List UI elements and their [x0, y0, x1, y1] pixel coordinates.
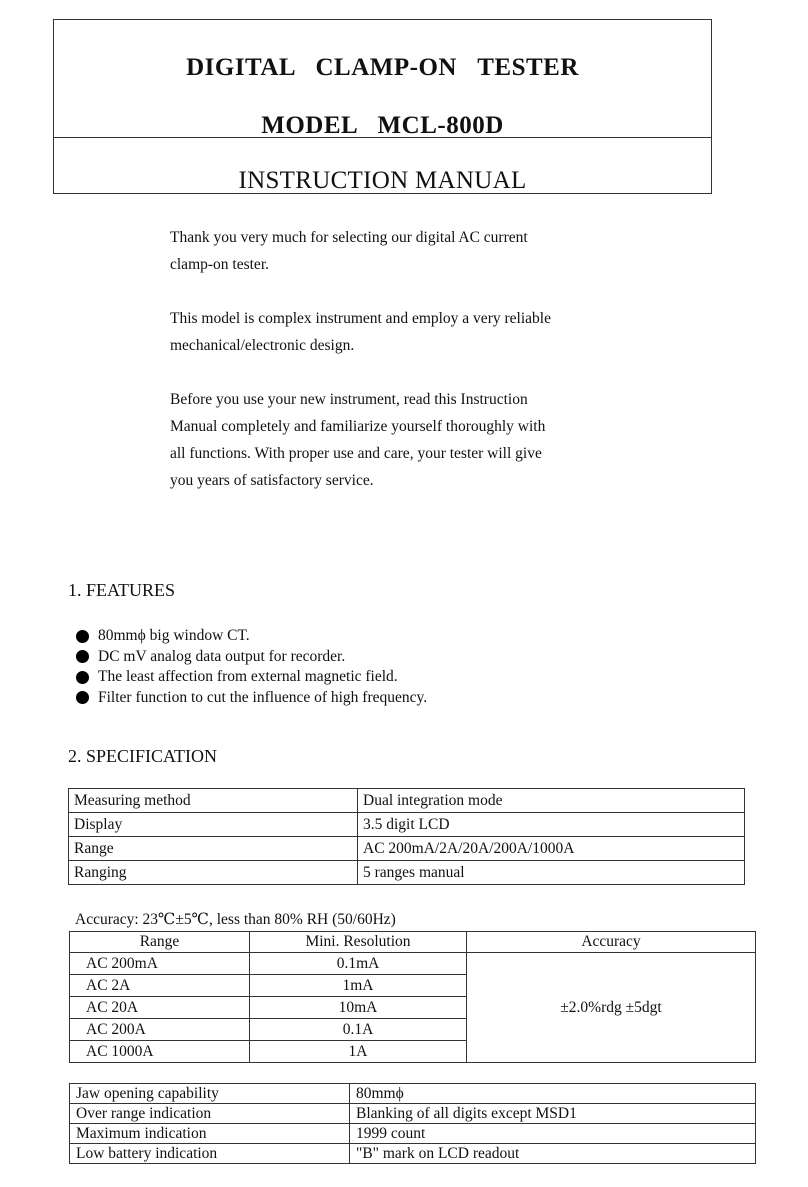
feature-text: 80mmϕ big window CT. [98, 627, 250, 644]
spec-label: Display [69, 813, 358, 837]
table-row [70, 953, 756, 975]
spec-value: 5 ranges manual [358, 861, 745, 885]
resolution-cell: 1A [250, 1041, 467, 1063]
spec-label: Ranging [69, 861, 358, 885]
range-cell: AC 2A [70, 975, 250, 997]
table-row [69, 861, 745, 885]
feature-text: DC mV analog data output for recorder. [98, 647, 346, 665]
intro-paragraph-3 [170, 386, 640, 494]
feature-text: Filter function to cut the influence of high frequency. [98, 688, 428, 706]
range-cell: AC 200mA [70, 953, 250, 975]
resolution-cell: 10mA [250, 997, 467, 1019]
intro-line: you years of satisfactory service. [170, 472, 374, 489]
spec-value: Dual integration mode [358, 789, 745, 813]
spec-table [68, 788, 745, 885]
features-heading: 1. FEATURES [68, 580, 176, 600]
list-item [76, 688, 427, 709]
intro-paragraph-1 [170, 224, 640, 278]
intro-line: Manual completely and familiarize yourself thoroughly with [170, 418, 546, 435]
manual-title: INSTRUCTION MANUAL [238, 167, 527, 194]
intro-line: mechanical/electronic design. [170, 337, 355, 354]
spec-label: Over range indication [70, 1104, 350, 1124]
range-cell: AC 200A [70, 1019, 250, 1041]
intro-paragraph-2 [170, 305, 640, 359]
intro-line: Before you use your new instrument, read this Instruction [170, 391, 528, 408]
feature-text: The least affection from external magnetic field. [98, 668, 398, 685]
title-box [53, 19, 712, 194]
range-cell: AC 20A [70, 997, 250, 1019]
list-item [76, 626, 427, 647]
range-cell: AC 1000A [70, 1041, 250, 1063]
accuracy-caption: Accuracy: 23℃±5℃, less than 80% RH (50/60Hz) [75, 911, 396, 928]
intro-line: Thank you very much for selecting our digital AC current [170, 229, 528, 246]
spec-value: 3.5 digit LCD [358, 813, 745, 837]
bullet-icon [76, 650, 89, 663]
header-divider [54, 137, 711, 138]
model-name: MODEL MCL-800D [261, 112, 504, 139]
bullet-icon [76, 630, 89, 643]
spec-value: Blanking of all digits except MSD1 [350, 1104, 756, 1124]
resolution-cell: 0.1mA [250, 953, 467, 975]
table-row [69, 813, 745, 837]
spec-value: 1999 count [350, 1124, 756, 1144]
column-header: Mini. Resolution [250, 932, 467, 953]
list-item [76, 647, 427, 668]
spec-value: 80mmϕ [350, 1084, 756, 1104]
table-row [69, 837, 745, 861]
accuracy-table [69, 931, 756, 1063]
document-title: DIGITAL CLAMP-ON TESTER [186, 54, 579, 81]
other-spec-table [69, 1083, 756, 1164]
table-row [70, 1124, 756, 1144]
column-header: Accuracy [467, 932, 756, 953]
resolution-cell: 1mA [250, 975, 467, 997]
spec-label: Measuring method [69, 789, 358, 813]
table-row [70, 1084, 756, 1104]
specification-heading: 2. SPECIFICATION [68, 746, 218, 766]
column-header: Range [70, 932, 250, 953]
intro-line: all functions. With proper use and care, your tester will give [170, 445, 542, 462]
table-header-row [70, 932, 756, 953]
feature-list [76, 626, 427, 708]
spec-label: Maximum indication [70, 1124, 350, 1144]
intro-line: clamp-on tester. [170, 256, 269, 273]
table-row [69, 789, 745, 813]
spec-label: Range [69, 837, 358, 861]
intro-line: This model is complex instrument and employ a very reliable [170, 310, 551, 327]
spec-value: "B" mark on LCD readout [350, 1144, 756, 1164]
list-item [76, 667, 427, 688]
spec-label: Jaw opening capability [70, 1084, 350, 1104]
spec-value: AC 200mA/2A/20A/200A/1000A [358, 837, 745, 861]
table-row [70, 1144, 756, 1164]
table-row [70, 1104, 756, 1124]
bullet-icon [76, 671, 89, 684]
spec-label: Low battery indication [70, 1144, 350, 1164]
resolution-cell: 0.1A [250, 1019, 467, 1041]
accuracy-cell: ±2.0%rdg ±5dgt [467, 953, 756, 1063]
bullet-icon [76, 691, 89, 704]
